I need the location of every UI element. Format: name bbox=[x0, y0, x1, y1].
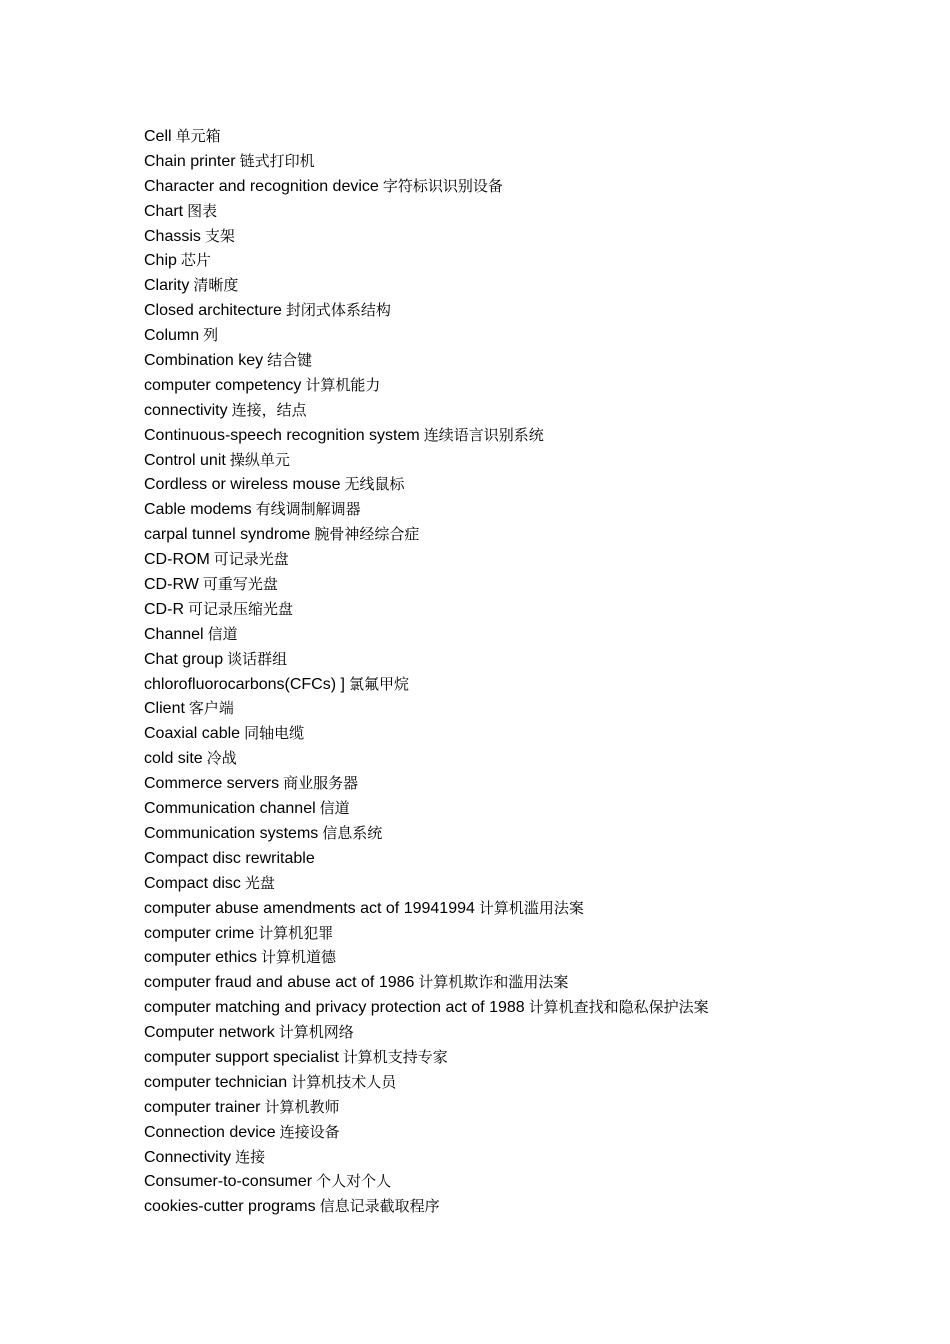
glossary-entry bbox=[144, 124, 709, 149]
entry-translation: 连接设备 bbox=[279, 1122, 340, 1141]
entry-term: Chain printer bbox=[144, 152, 236, 170]
entry-term: Continuous-speech recognition system bbox=[144, 426, 420, 444]
entry-term: Chat group bbox=[144, 650, 224, 668]
glossary-entry bbox=[144, 746, 709, 771]
glossary-entry bbox=[144, 970, 709, 995]
glossary-entry bbox=[144, 497, 709, 522]
entry-translation: 支架 bbox=[204, 226, 235, 245]
entry-translation: 可记录压缩光盘 bbox=[188, 599, 294, 618]
entry-translation: 计算机犯罪 bbox=[258, 923, 334, 942]
entry-translation: 链式打印机 bbox=[239, 151, 315, 170]
glossary-entry bbox=[144, 1070, 709, 1095]
entry-translation: 信道 bbox=[319, 799, 350, 818]
entry-term: Commerce servers bbox=[144, 775, 280, 793]
entry-translation: 商业服务器 bbox=[283, 774, 359, 793]
entry-term: computer support specialist bbox=[144, 1048, 339, 1066]
glossary-entry bbox=[144, 771, 709, 796]
entry-translation: 结合键 bbox=[267, 351, 313, 370]
entry-translation: 计算机查找和隐私保护法案 bbox=[528, 998, 709, 1017]
glossary-entry bbox=[144, 423, 709, 448]
glossary-entry bbox=[144, 547, 709, 572]
entry-translation: 可重写光盘 bbox=[202, 575, 278, 594]
entry-translation: 无线鼠标 bbox=[344, 475, 405, 494]
glossary-entry bbox=[144, 323, 709, 348]
glossary-entry bbox=[144, 647, 709, 672]
glossary-entry bbox=[144, 796, 709, 821]
entry-term: Computer network bbox=[144, 1024, 275, 1042]
glossary-entry bbox=[144, 696, 709, 721]
entry-translation: 字符标识识别设备 bbox=[382, 176, 503, 195]
glossary-entry bbox=[144, 846, 709, 871]
entry-term: Control unit bbox=[144, 451, 226, 469]
glossary-entry bbox=[144, 174, 709, 199]
entry-translation: 列 bbox=[203, 326, 219, 345]
entry-term: Chassis bbox=[144, 227, 201, 245]
glossary-entry bbox=[144, 348, 709, 373]
entry-term: Communication systems bbox=[144, 824, 319, 842]
entry-term: computer fraud and abuse act of 1986 bbox=[144, 974, 415, 992]
glossary-entry bbox=[144, 622, 709, 647]
glossary-entry bbox=[144, 672, 709, 697]
entry-translation: 同轴电缆 bbox=[244, 724, 305, 743]
entry-term: cookies-cutter programs bbox=[144, 1198, 316, 1216]
entry-term: cold site bbox=[144, 750, 203, 768]
glossary-entry bbox=[144, 149, 709, 174]
entry-translation: 计算机支持专家 bbox=[342, 1047, 448, 1066]
entry-translation: 芯片 bbox=[180, 251, 211, 270]
entry-translation: 信道 bbox=[207, 624, 238, 643]
entry-term: computer ethics bbox=[144, 949, 257, 967]
entry-term: computer technician bbox=[144, 1073, 288, 1091]
glossary-entry bbox=[144, 1169, 709, 1194]
entry-term: Chip bbox=[144, 252, 177, 270]
glossary-entry bbox=[144, 1045, 709, 1070]
entry-term: CD-RW bbox=[144, 576, 199, 594]
entry-translation: 计算机教师 bbox=[264, 1097, 340, 1116]
entry-translation: 计算机网络 bbox=[278, 1023, 354, 1042]
glossary-entry bbox=[144, 199, 709, 224]
entry-translation: 光盘 bbox=[244, 873, 275, 892]
entry-translation: 单元箱 bbox=[175, 127, 221, 145]
entry-term: chlorofluorocarbons(CFCs) ] bbox=[144, 675, 345, 693]
entry-term: computer matching and privacy protection act of 1988 bbox=[144, 999, 525, 1017]
entry-translation: 连接 bbox=[235, 1147, 266, 1166]
entry-term: Cable modems bbox=[144, 501, 252, 519]
entry-translation: 清晰度 bbox=[193, 276, 239, 295]
entry-term: computer trainer bbox=[144, 1098, 261, 1116]
entry-translation: 计算机技术人员 bbox=[291, 1072, 397, 1091]
glossary-entry bbox=[144, 1120, 709, 1145]
entry-term: Cell bbox=[144, 128, 172, 145]
entry-translation: 客户端 bbox=[188, 699, 234, 718]
entry-term: connectivity bbox=[144, 401, 228, 419]
entry-term: CD-R bbox=[144, 600, 184, 618]
entry-term: CD-ROM bbox=[144, 551, 210, 569]
glossary-entry bbox=[144, 224, 709, 249]
entry-term: Closed architecture bbox=[144, 302, 282, 320]
entry-term: Chart bbox=[144, 202, 184, 220]
entry-term: carpal tunnel syndrome bbox=[144, 526, 311, 544]
entry-term: Consumer-to-consumer bbox=[144, 1173, 313, 1191]
glossary-entry bbox=[144, 945, 709, 970]
entry-translation: 连接，结点 bbox=[231, 400, 307, 419]
entry-translation: 个人对个人 bbox=[316, 1172, 392, 1191]
glossary-entry bbox=[144, 373, 709, 398]
entry-translation: 谈话群组 bbox=[227, 649, 288, 668]
glossary-entry bbox=[144, 821, 709, 846]
glossary-entry bbox=[144, 1095, 709, 1120]
entry-translation: 连续语言识别系统 bbox=[423, 425, 544, 444]
glossary-entry bbox=[144, 472, 709, 497]
glossary-entry bbox=[144, 721, 709, 746]
glossary-entry bbox=[144, 597, 709, 622]
glossary-entry bbox=[144, 1020, 709, 1045]
glossary-entry bbox=[144, 398, 709, 423]
entry-term: Clarity bbox=[144, 277, 190, 295]
entry-translation: 有线调制解调器 bbox=[255, 500, 361, 519]
glossary-entry bbox=[144, 522, 709, 547]
entry-translation: 信息记录截取程序 bbox=[319, 1197, 440, 1216]
entry-term: computer competency bbox=[144, 376, 302, 394]
entry-term: Compact disc bbox=[144, 874, 241, 892]
entry-term: Compact disc rewritable bbox=[144, 849, 315, 867]
glossary-entry bbox=[144, 1145, 709, 1170]
entry-term: computer crime bbox=[144, 924, 255, 942]
glossary-entry bbox=[144, 248, 709, 273]
entry-term: Cordless or wireless mouse bbox=[144, 476, 341, 494]
entry-term: Combination key bbox=[144, 352, 264, 370]
glossary-entry bbox=[144, 1194, 709, 1219]
entry-term: Coaxial cable bbox=[144, 725, 241, 743]
entry-term: computer abuse amendments act of 19941994 bbox=[144, 899, 475, 917]
entry-translation: 信息系统 bbox=[322, 823, 383, 842]
entry-translation: 腕骨神经综合症 bbox=[314, 525, 420, 544]
glossary-entry bbox=[144, 871, 709, 896]
entry-translation: 计算机能力 bbox=[305, 375, 381, 394]
glossary-entry bbox=[144, 921, 709, 946]
glossary-entry bbox=[144, 298, 709, 323]
glossary-entry bbox=[144, 572, 709, 597]
entry-translation: 图表 bbox=[187, 201, 218, 220]
entry-term: Communication channel bbox=[144, 800, 316, 818]
entry-term: Connection device bbox=[144, 1123, 276, 1141]
entry-translation: 封闭式体系结构 bbox=[285, 301, 391, 320]
entry-translation: 可记录光盘 bbox=[213, 550, 289, 569]
entry-translation: 操纵单元 bbox=[229, 450, 290, 469]
glossary-entry bbox=[144, 273, 709, 298]
entry-translation: 计算机滥用法案 bbox=[478, 898, 584, 917]
entry-term: Column bbox=[144, 327, 200, 345]
entry-term: Channel bbox=[144, 625, 204, 643]
entry-term: Connectivity bbox=[144, 1148, 232, 1166]
glossary-entry bbox=[144, 896, 709, 921]
entry-term: Client bbox=[144, 700, 185, 718]
entry-term: Character and recognition device bbox=[144, 177, 379, 195]
entry-translation: 计算机欺诈和滥用法案 bbox=[418, 973, 569, 992]
entry-translation: 计算机道德 bbox=[260, 948, 336, 967]
glossary-entry bbox=[144, 448, 709, 473]
entry-translation: 冷战 bbox=[206, 749, 237, 768]
entry-translation: 氯氟甲烷 bbox=[348, 674, 409, 693]
glossary-list bbox=[144, 124, 709, 1219]
glossary-entry bbox=[144, 995, 709, 1020]
